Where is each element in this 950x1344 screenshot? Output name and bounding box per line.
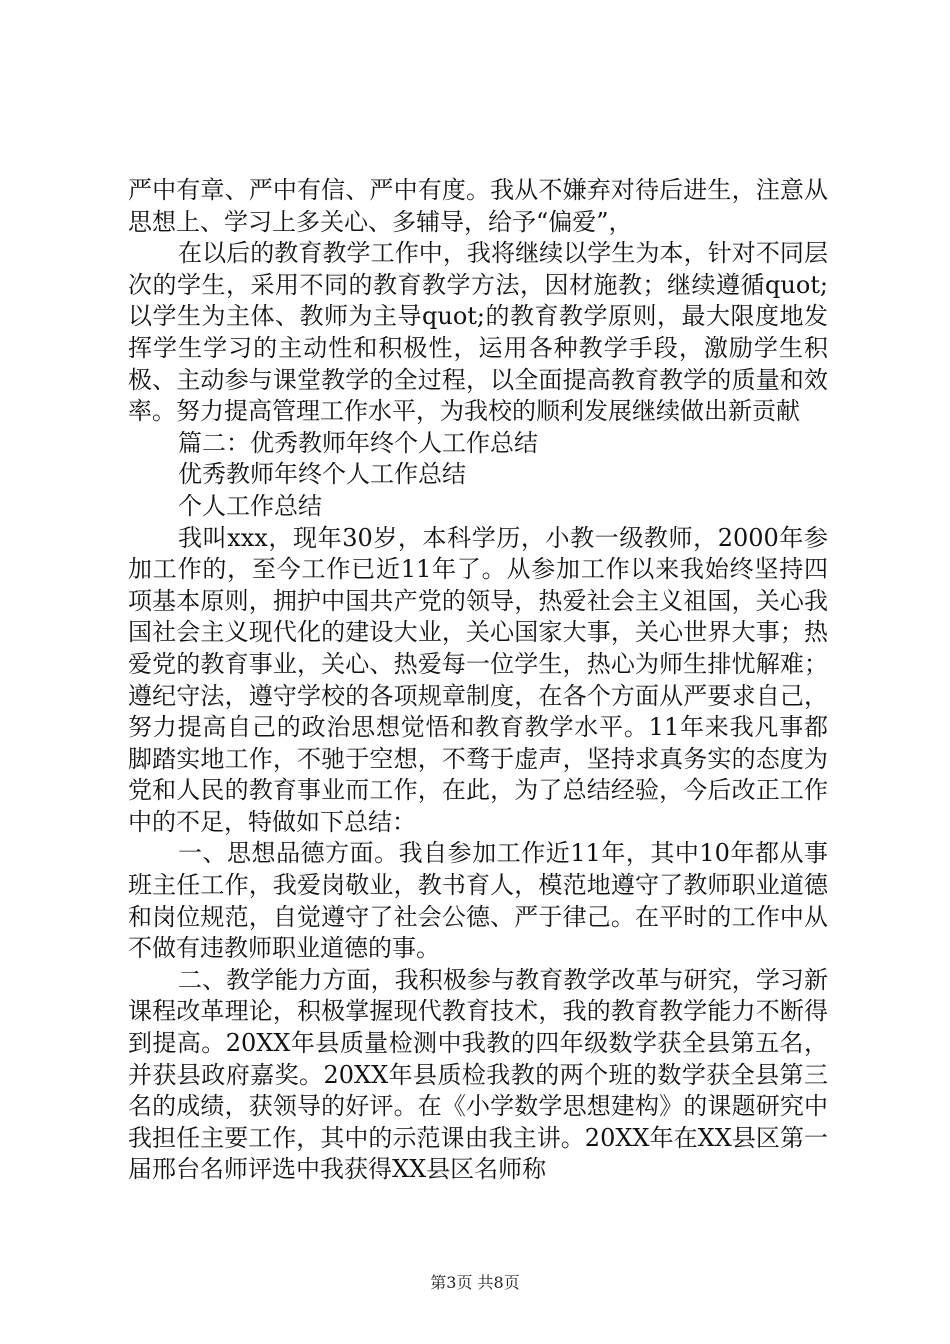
document-title: 优秀教师年终个人工作总结 bbox=[178, 460, 466, 489]
section-heading: 篇二：优秀教师年终个人工作总结 bbox=[178, 428, 538, 457]
paragraph-introduction: 我叫xxx，现年30岁，本科学历，小教一级教师，2000年参加工作的，至今工作已近11年了。从参加工作以来我始终坚持四项基本原则，拥护中国共产党的领导，热爱社会主义祖国，关心我国社会主义现代化的建设大业，关心国家大事，关心世界大事；热爱党的教育事业，关心、热爱每一位学生，热心为师生排忧解难；遵纪守法，遵守学校的各项规章制度，在各个方面从严要求自己，努力提高自己的政治思想觉悟和教育教学水平。11年来我凡事都脚踏实地工作，不驰于空想，不骛于虚声，坚持求真务实的态度为党和人民的教育事业而工作，在此，为了总结经验，今后改正工作中的不足，特做如下总结： bbox=[128, 523, 828, 836]
document-subtitle: 个人工作总结 bbox=[178, 491, 322, 520]
paragraph-teaching-ability: 二、教学能力方面，我积极参与教育教学改革与研究，学习新课程改革理论，积极掌握现代教育技术，我的教育教学能力不断得到提高。20XX年县质量检测中我教的四年级数学获全县第五名，并获县政府嘉奖。20XX年县质检我教的两个班的数学获全县第三名的成绩，获领导的好评。在《小学数学思想建构》的课题研究中我担任主要工作，其中的示范课由我主讲。20XX年在XX县区第一届邢台名师评选中我获得XX县区名师称 bbox=[128, 965, 828, 1184]
paragraph-moral-character: 一、思想品德方面。我自参加工作近11年，其中10年都从事班主任工作，我爱岗敬业，教书育人，模范地遵守了教师职业道德和岗位规范，自觉遵守了社会公德、严于律己。在平时的工作中从不做有违教师职业道德的事。 bbox=[128, 839, 828, 963]
page-number-footer: 第3页 共8页 bbox=[430, 1273, 520, 1292]
document-body bbox=[128, 175, 828, 1186]
paragraph-2: 在以后的教育教学工作中，我将继续以学生为本，针对不同层次的学生，采用不同的教育教学方法，因材施教；继续遵循quot;以学生为主体、教师为主导quot;的教育教学原则，最大限度地发挥学生学习的主动性和积极性，运用各种教学手段，激励学生积极、主动参与课堂教学的全过程，以全面提高教育教学的质量和效率。努力提高管理工作水平，为我校的顺利发展继续做出新贡献 bbox=[128, 239, 828, 426]
paragraph-1: 严中有章、严中有信、严中有度。我从不嫌弃对待后进生，注意从思想上、学习上多关心、多辅导，给予“偏爱”， bbox=[128, 176, 828, 236]
